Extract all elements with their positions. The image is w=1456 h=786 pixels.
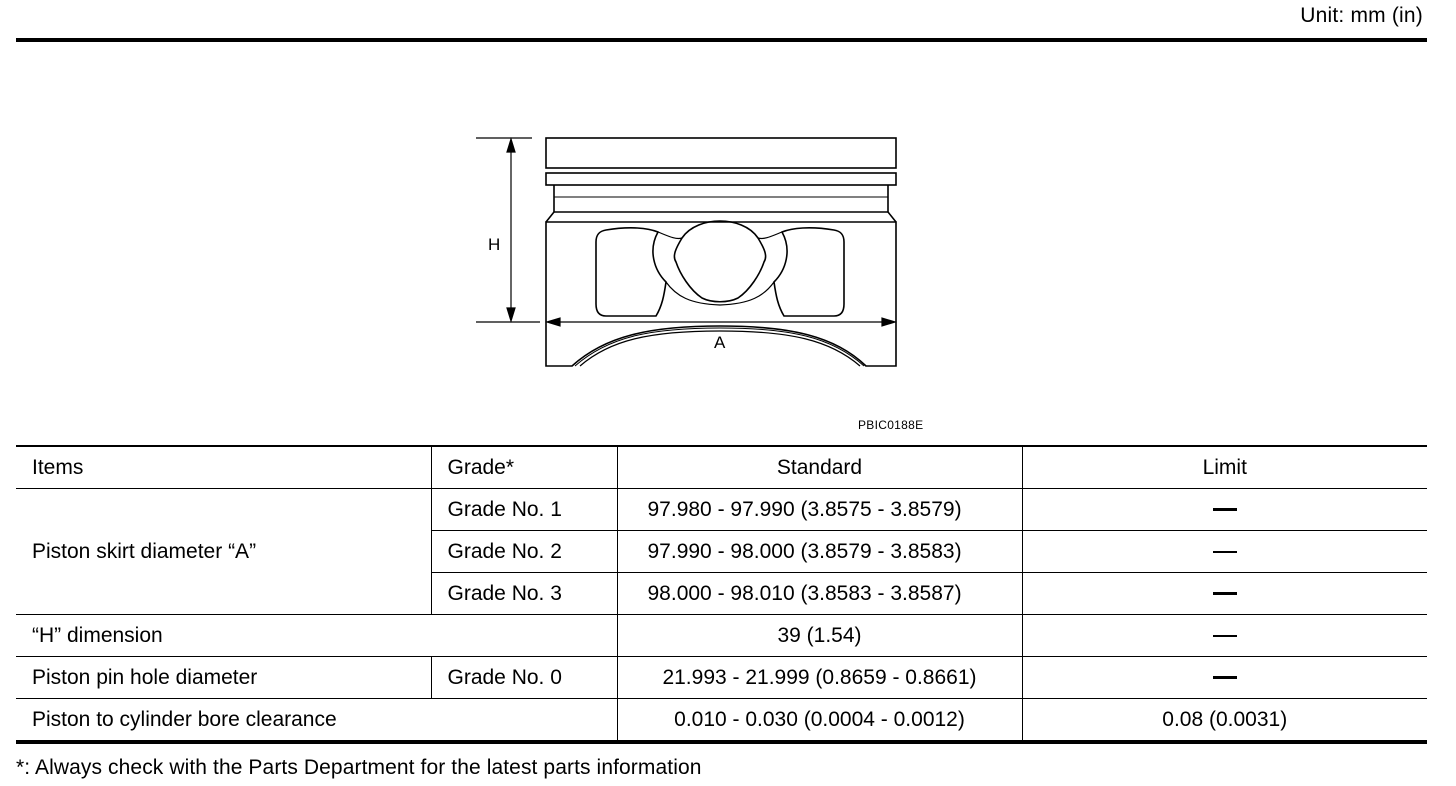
limit-cell: 0.08 (0.0031) [1022,699,1427,743]
footnote: *: Always check with the Parts Department for the latest parts information [16,756,702,779]
piston-crown [546,138,896,168]
item-bore-clearance: Piston to cylinder bore clearance [16,699,617,743]
grade-cell: Grade No. 1 [431,489,617,531]
limit-cell [1022,489,1427,531]
header-limit: Limit [1022,446,1427,489]
top-rule [16,38,1427,42]
item-h-dimension: “H” dimension [16,615,617,657]
piston-pin-boss [674,221,765,302]
piston-window-left [596,228,666,316]
table-header-row [16,446,1427,489]
label-a: A [714,333,726,352]
standard-cell: 21.993 - 21.999 (0.8659 - 0.8661) [617,657,1022,699]
dash-icon [1213,592,1237,595]
grade-cell: Grade No. 0 [431,657,617,699]
table-row [16,657,1427,699]
standard-cell: 97.990 - 98.000 (3.8579 - 3.8583) [617,531,1022,573]
standard-cell: 97.980 - 97.990 (3.8575 - 3.8579) [617,489,1022,531]
dash-icon [1213,551,1237,553]
standard-cell: 0.010 - 0.030 (0.0004 - 0.0012) [617,699,1022,743]
table-row [16,699,1427,743]
dash-icon [1213,676,1237,679]
h-dimension [476,138,540,322]
limit-cell [1022,573,1427,615]
limit-cell [1022,657,1427,699]
header-standard: Standard [617,446,1022,489]
limit-cell [1022,615,1427,657]
dash-icon [1213,635,1237,637]
item-pin-hole-diameter: Piston pin hole diameter [16,657,431,699]
standard-cell: 98.000 - 98.010 (3.8583 - 3.8587) [617,573,1022,615]
grade-cell: Grade No. 3 [431,573,617,615]
table-row [16,615,1427,657]
piston-ring-groove [554,185,888,212]
piston-spec-table [16,445,1427,744]
limit-cell [1022,531,1427,573]
header-items: Items [16,446,431,489]
label-h: H [488,235,501,254]
grade-cell: Grade No. 2 [431,531,617,573]
item-skirt-diameter: Piston skirt diameter “A” [16,489,431,615]
standard-cell: 39 (1.54) [617,615,1022,657]
piston-ring-land [546,173,896,185]
header-grade: Grade* [431,446,617,489]
piston-diagram [470,130,910,380]
piston-window-right [774,228,844,316]
unit-label: Unit: mm (in) [1300,4,1423,27]
dash-icon [1213,508,1237,511]
figure-id: PBIC0188E [858,418,924,432]
a-dimension [547,318,895,326]
table-row [16,489,1427,531]
